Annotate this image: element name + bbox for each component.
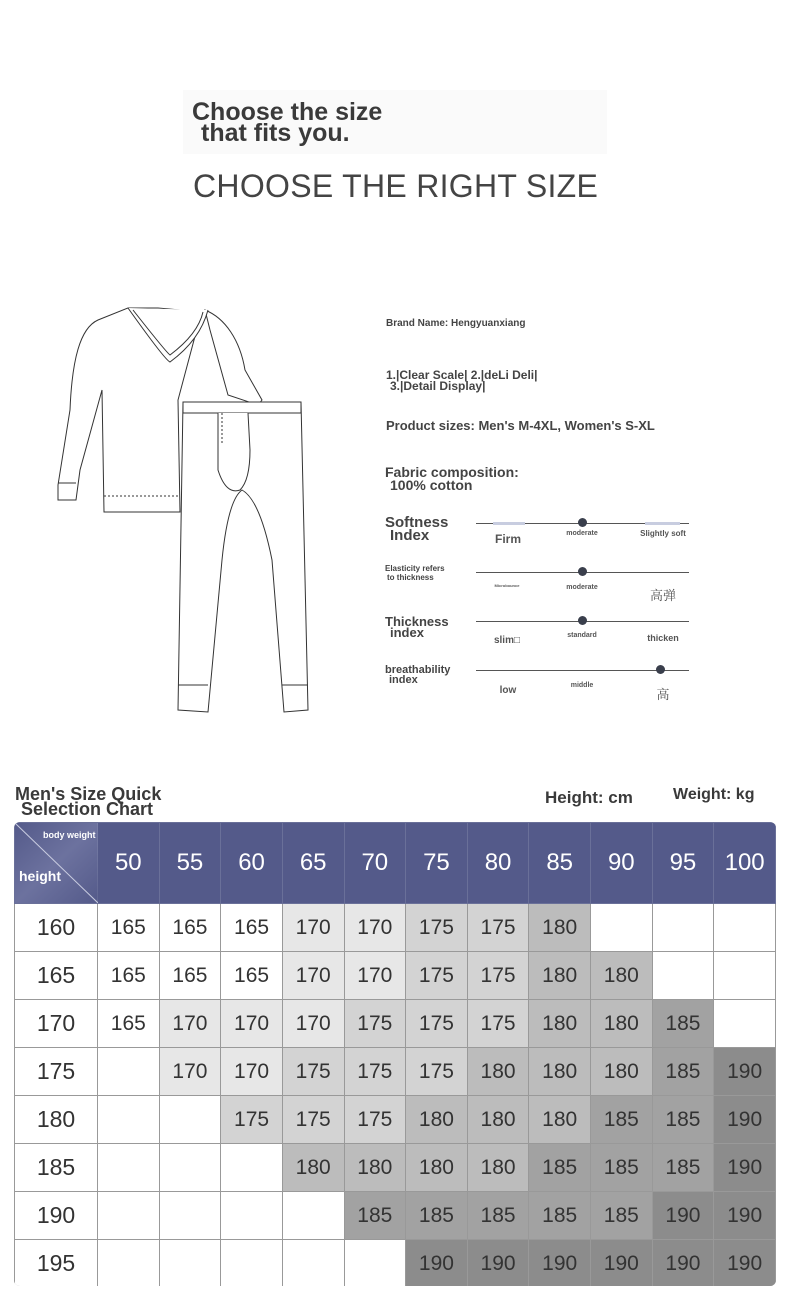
size-cell: 170 [344,904,406,952]
fabric-line1: Fabric composition: [385,464,519,480]
breathability-title-line1: breathability [385,664,451,676]
size-cell [159,1192,221,1240]
size-cell: 190 [714,1096,776,1144]
elasticity-index-title [385,564,445,582]
weight-header-85: 85 [529,823,591,904]
weight-header-row [15,823,776,904]
height-unit: Height: cm [545,788,633,807]
size-cell [159,1144,221,1192]
size-cell [652,952,714,1000]
size-cell [714,1000,776,1048]
size-cell: 185 [344,1192,406,1240]
size-cell [221,1192,283,1240]
long-johns-illustration [50,300,320,720]
corner-height-label: height [19,868,61,884]
size-cell: 170 [159,1000,221,1048]
size-chart-table [14,822,776,1286]
thickness-title-line1: Thickness [385,614,449,629]
table-row [15,1144,776,1192]
size-cell: 180 [282,1144,344,1192]
softness-label-firm: Firm [494,532,521,546]
height-cell: 195 [15,1240,98,1287]
softness-label-soft: Slightly soft [640,529,686,538]
size-cell [98,1096,160,1144]
height-cell: 190 [15,1192,98,1240]
size-cell: 170 [282,952,344,1000]
size-cell: 175 [406,904,468,952]
fabric-line2: 100% cotton [390,477,473,493]
size-cell [159,1096,221,1144]
size-cell: 185 [529,1144,591,1192]
size-cell: 190 [714,1240,776,1287]
height-cell: 170 [15,1000,98,1048]
size-cell: 175 [406,952,468,1000]
size-cell: 175 [406,1048,468,1096]
elasticity-label-high: 高弹 [649,588,676,603]
weight-header-55: 55 [159,823,221,904]
size-cell: 185 [652,1000,714,1048]
elasticity-title-line1: Elasticity refers [385,564,445,573]
size-cell: 170 [221,1000,283,1048]
size-cell: 180 [529,1048,591,1096]
size-cell: 185 [652,1144,714,1192]
size-cell: 190 [406,1240,468,1287]
size-cell: 165 [221,904,283,952]
size-cell: 190 [529,1240,591,1287]
size-cell: 190 [714,1144,776,1192]
height-cell: 185 [15,1144,98,1192]
size-cell: 190 [714,1192,776,1240]
size-cell [714,952,776,1000]
size-cell [714,904,776,952]
weight-header-75: 75 [406,823,468,904]
weight-header-70: 70 [344,823,406,904]
table-row [15,1048,776,1096]
fabric-composition [385,466,519,492]
height-cell: 160 [15,904,98,952]
size-cell: 185 [652,1096,714,1144]
thickness-marker [578,616,587,625]
size-cell: 185 [591,1192,653,1240]
size-cell: 175 [221,1096,283,1144]
feature-line1: 1.|Clear Scale| 2.|deLi Deli| [386,368,538,382]
size-cell: 180 [529,1000,591,1048]
softness-index-title [385,516,448,542]
size-cell: 170 [221,1048,283,1096]
size-cell: 190 [591,1240,653,1287]
size-cell: 180 [467,1144,529,1192]
weight-header-95: 95 [652,823,714,904]
size-cell [98,1240,160,1287]
elasticity-title-line2: to thickness [387,573,434,582]
size-chart-title [15,784,162,819]
table-corner [15,823,98,904]
size-cell: 185 [591,1144,653,1192]
size-cell: 185 [591,1096,653,1144]
size-cell: 185 [467,1192,529,1240]
size-cell: 175 [282,1048,344,1096]
softness-marker [578,518,587,527]
table-row [15,1000,776,1048]
thickness-index-title [385,616,449,638]
hero-subtitle: CHOOSE THE RIGHT SIZE [193,168,599,204]
elasticity-label-micro: Microbounce [494,583,520,588]
size-cell: 175 [344,1000,406,1048]
height-cell: 175 [15,1048,98,1096]
hero-title-line1: Choose the size [192,98,383,126]
size-cell: 175 [467,1000,529,1048]
size-cell: 190 [652,1192,714,1240]
size-cell: 190 [652,1240,714,1287]
size-cell: 165 [98,1000,160,1048]
size-chart-body [15,904,776,1287]
weight-header-80: 80 [467,823,529,904]
size-chart-title-line2: Selection Chart [21,799,154,819]
weight-header-60: 60 [221,823,283,904]
breathability-marker [656,665,665,674]
weight-header-50: 50 [98,823,160,904]
table-row [15,904,776,952]
size-cell: 175 [344,1048,406,1096]
size-cell: 170 [282,904,344,952]
table-row [15,952,776,1000]
size-cell: 170 [159,1048,221,1096]
elasticity-label-moderate: moderate [566,584,598,591]
size-cell [98,1144,160,1192]
thickness-label-standard: standard [567,632,597,639]
size-cell: 180 [529,904,591,952]
size-cell: 180 [467,1096,529,1144]
weight-header-90: 90 [591,823,653,904]
feature-list [386,370,538,392]
weight-header-100: 100 [714,823,776,904]
elasticity-marker [578,567,587,576]
breathability-title-line2: index [389,674,418,686]
size-cell: 190 [714,1048,776,1096]
breathability-label-middle: middle [570,682,594,689]
size-cell [98,1192,160,1240]
softness-label-moderate: moderate [566,530,598,537]
softness-tick-left [493,522,525,525]
size-cell: 180 [591,1000,653,1048]
size-cell: 180 [344,1144,406,1192]
size-cell: 180 [467,1048,529,1096]
size-cell: 180 [529,1096,591,1144]
hero-title [192,98,383,147]
size-cell [282,1192,344,1240]
size-cell [282,1240,344,1287]
size-cell: 180 [591,1048,653,1096]
weight-header-65: 65 [282,823,344,904]
breathability-label-high: 高 [656,687,670,702]
size-cell: 170 [344,952,406,1000]
size-cell: 180 [406,1144,468,1192]
hero-title-line2: that fits you. [201,119,350,147]
corner-weight-label: body weight [43,830,96,840]
size-cell: 185 [529,1192,591,1240]
size-cell: 165 [98,904,160,952]
size-cell: 165 [98,952,160,1000]
size-cell: 175 [467,904,529,952]
size-cell: 175 [406,1000,468,1048]
height-cell: 165 [15,952,98,1000]
size-cell [221,1144,283,1192]
table-row [15,1240,776,1287]
size-cell [221,1240,283,1287]
size-cell [98,1048,160,1096]
breathability-label-low: low [499,685,517,696]
size-cell: 185 [652,1048,714,1096]
size-cell: 190 [467,1240,529,1287]
size-cell: 165 [159,904,221,952]
size-cell: 165 [159,952,221,1000]
size-cell: 175 [467,952,529,1000]
table-row [15,1192,776,1240]
size-cell: 180 [529,952,591,1000]
softness-title-line2: Index [390,527,430,544]
softness-title-line1: Softness [385,514,449,531]
feature-line2: 3.|Detail Display| [390,379,486,393]
size-cell: 180 [406,1096,468,1144]
breathability-index-title [385,665,450,685]
size-cell: 175 [282,1096,344,1144]
size-cell: 175 [344,1096,406,1144]
table-row [15,1096,776,1144]
softness-tick-right [645,522,680,525]
size-cell [591,904,653,952]
thickness-label-slim: slim□ [493,635,521,646]
size-cell [159,1240,221,1287]
thickness-label-thicken: thicken [647,633,679,643]
size-cell: 165 [221,952,283,1000]
brand-name: Brand Name: Hengyuanxiang [386,318,526,329]
size-cell [344,1240,406,1287]
size-cell [652,904,714,952]
size-cell: 170 [282,1000,344,1048]
product-sizes: Product sizes: Men's M-4XL, Women's S-XL [386,418,655,433]
size-cell: 185 [406,1192,468,1240]
height-cell: 180 [15,1096,98,1144]
size-chart-title-line1: Men's Size Quick [15,784,162,804]
weight-unit: Weight: kg [673,786,755,803]
size-cell: 180 [591,952,653,1000]
thickness-title-line2: index [390,625,424,640]
